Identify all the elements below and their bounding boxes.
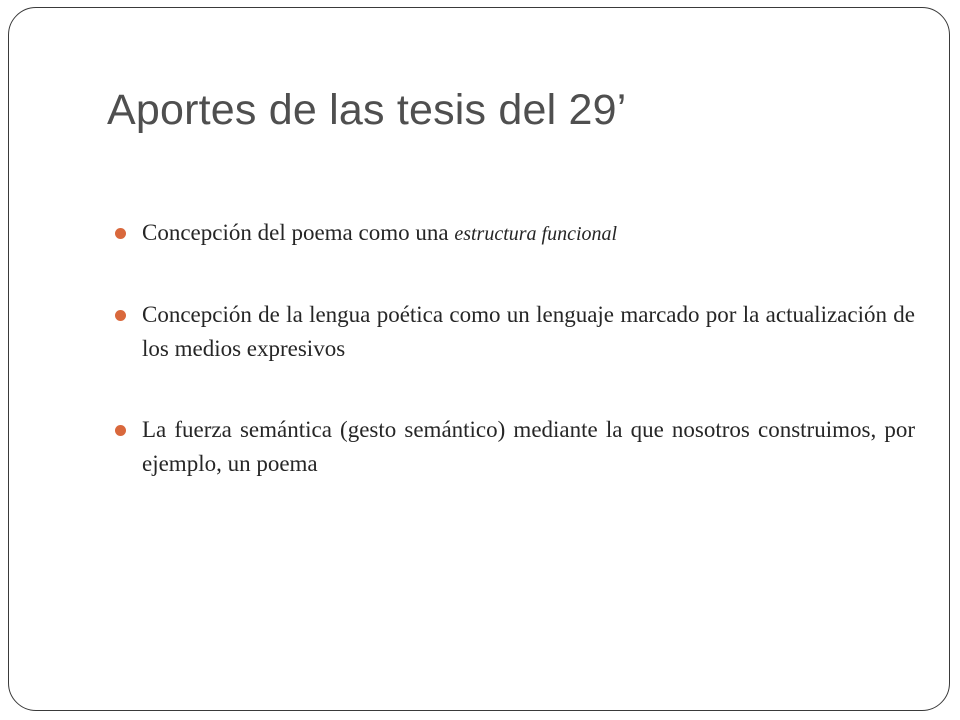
slide-frame — [8, 7, 950, 711]
bullet-dot-icon — [115, 310, 126, 321]
slide-title: Aportes de las tesis del 29’ — [107, 86, 627, 134]
bullet-text: Concepción de la lengua poética como un lenguaje marcado por la actualización de los medios expresivos — [142, 302, 915, 361]
bullet-item — [115, 413, 915, 481]
bullet-list — [115, 216, 915, 528]
bullet-text: La fuerza semántica (gesto semántico) mediante la que nosotros construimos, por ejemplo, un poema — [142, 417, 915, 476]
bullet-item — [115, 298, 915, 366]
bullet-dot-icon — [115, 228, 126, 239]
bullet-emphasis-text: estructura funcional — [454, 223, 618, 245]
bullet-dot-icon — [115, 425, 126, 436]
bullet-text: Concepción del poema como una — [142, 220, 455, 245]
bullet-item — [115, 216, 915, 251]
